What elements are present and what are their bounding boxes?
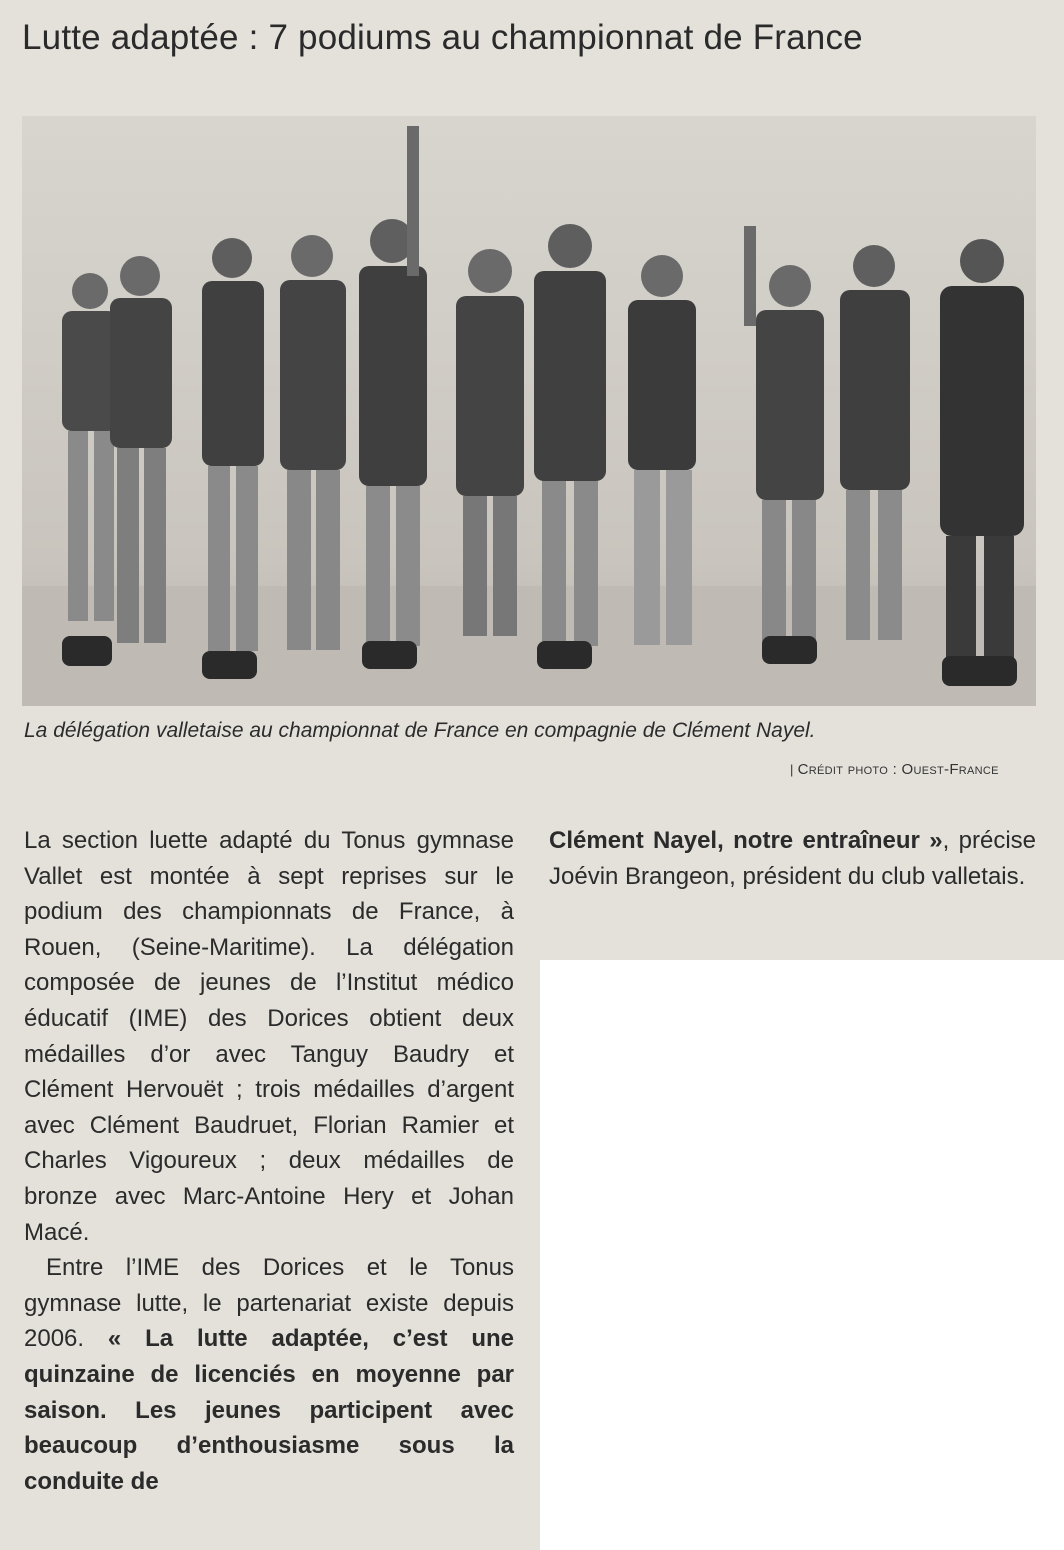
article-paragraph-2-continued [549,823,1036,894]
paragraph-2-intro: Entre l’IME des Dorices et le Tonus gymnase lutte, le partenariat existe depuis 2006. [24,1254,514,1353]
article-column-1 [24,823,514,1499]
headline: Lutte adaptée : 7 podiums au championnat de France [22,18,863,57]
quote-part-1: « La lutte adaptée, c’est une quinzaine de licenciés en moyenne par saison. Les jeunes participent avec beaucoup d’enthousiasme sous la conduite de [24,1325,514,1495]
photo-credit [790,761,999,778]
quote-attribution: , précise Joévin Brangeon, président du club valletais. [549,827,1036,890]
quote-part-2: Clément Nayel, notre entraîneur » [549,827,943,854]
credit-separator: | [790,762,798,777]
group-photo-icon [22,116,1036,706]
photo-caption: La délégation valletaise au championnat de France en compagnie de Clément Nayel. [24,719,816,742]
article-column-2 [549,823,1036,894]
article-paragraph-1: La section luette adapté du Tonus gymnase Vallet est montée à sept reprises sur le podium des championnats de France, à Rouen, (Seine-Maritime). La délégation composée de jeunes de l’Institut médico éducatif (IME) des Dorices obtient deux médailles d’or avec Tanguy Baudry et Clément Hervouët ; trois médailles d’argent avec Clément Baudruet, Florian Ramier et Charles Vigoureux ; deux médailles de bronze avec Marc-Antoine Hery et Johan Macé. [24,827,514,1246]
article-paragraph-2 [24,1250,514,1499]
team-photo [22,116,1036,706]
credit-label: Crédit photo : [797,761,902,778]
credit-source: Ouest-France [901,761,999,778]
